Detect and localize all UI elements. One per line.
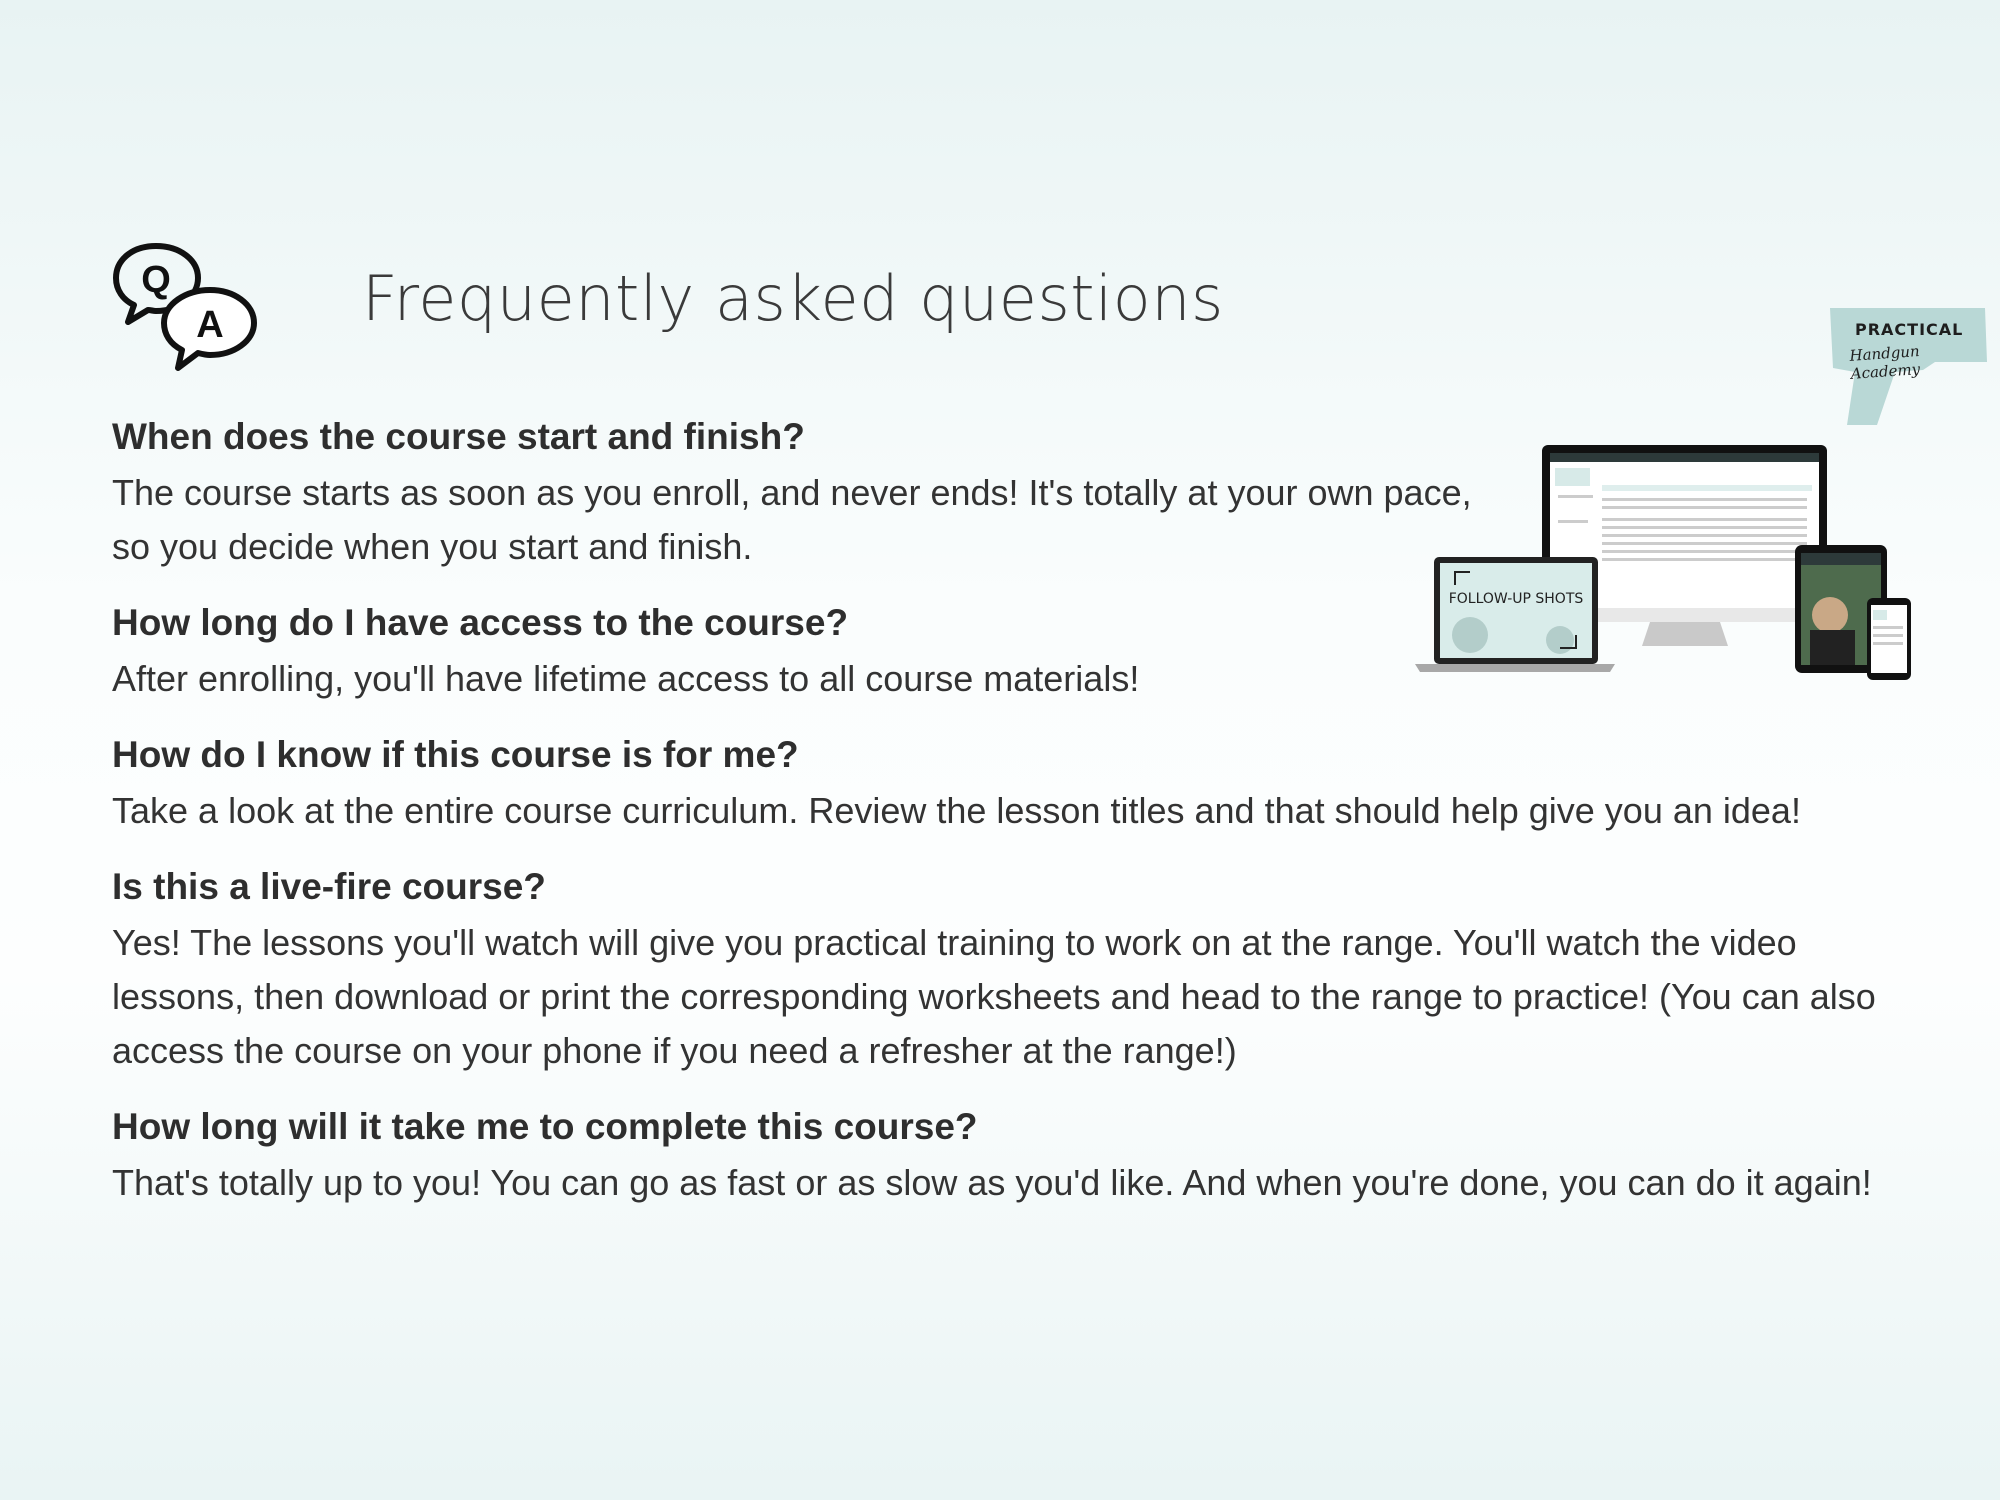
faq-question: How do I know if this course is for me?	[112, 734, 799, 775]
faq-question: When does the course start and finish?	[112, 416, 805, 457]
faq-item	[112, 412, 1932, 574]
logo-script: Handgun Academy	[1848, 342, 1921, 383]
faq-item	[112, 598, 1932, 706]
faq-question: How long do I have access to the course?	[112, 602, 849, 643]
faq-answer: Take a look at the entire course curriculum. Review the lesson titles and that should help give you an idea!	[112, 790, 1801, 831]
q-letter: Q	[141, 259, 171, 301]
faq-answer: The course starts as soon as you enroll, and never ends! It's totally at your own pace, so you decide when you start and finish.	[112, 472, 1472, 567]
laptop-caption: FOLLOW-UP SHOTS	[1448, 591, 1584, 607]
faq-question: How long will it take me to complete this course?	[112, 1106, 978, 1147]
page-title: Frequently asked questions	[362, 262, 1224, 335]
qa-speech-bubbles-icon	[110, 240, 260, 375]
practical-handgun-academy-logo	[1825, 300, 1990, 430]
faq-question: Is this a live-fire course?	[112, 866, 546, 907]
faq-item	[112, 1102, 1932, 1210]
faq-answer: Yes! The lessons you'll watch will give you practical training to work on at the range. You'll watch the video lessons, then download or print the corresponding worksheets and head to the range to practice! (You can also access the course on your phone if you need a refresher at the range!)	[112, 922, 1876, 1071]
logo-wordmark: PRACTICAL	[1855, 320, 1964, 339]
faq-answer: That's totally up to you! You can go as fast or as slow as you'd like. And when you're done, you can do it again!	[112, 1162, 1872, 1203]
faq-list	[112, 412, 1932, 1234]
faq-answer: After enrolling, you'll have lifetime access to all course materials!	[112, 658, 1140, 699]
a-letter: A	[196, 304, 224, 346]
faq-item	[112, 862, 1932, 1078]
faq-item	[112, 730, 1932, 838]
